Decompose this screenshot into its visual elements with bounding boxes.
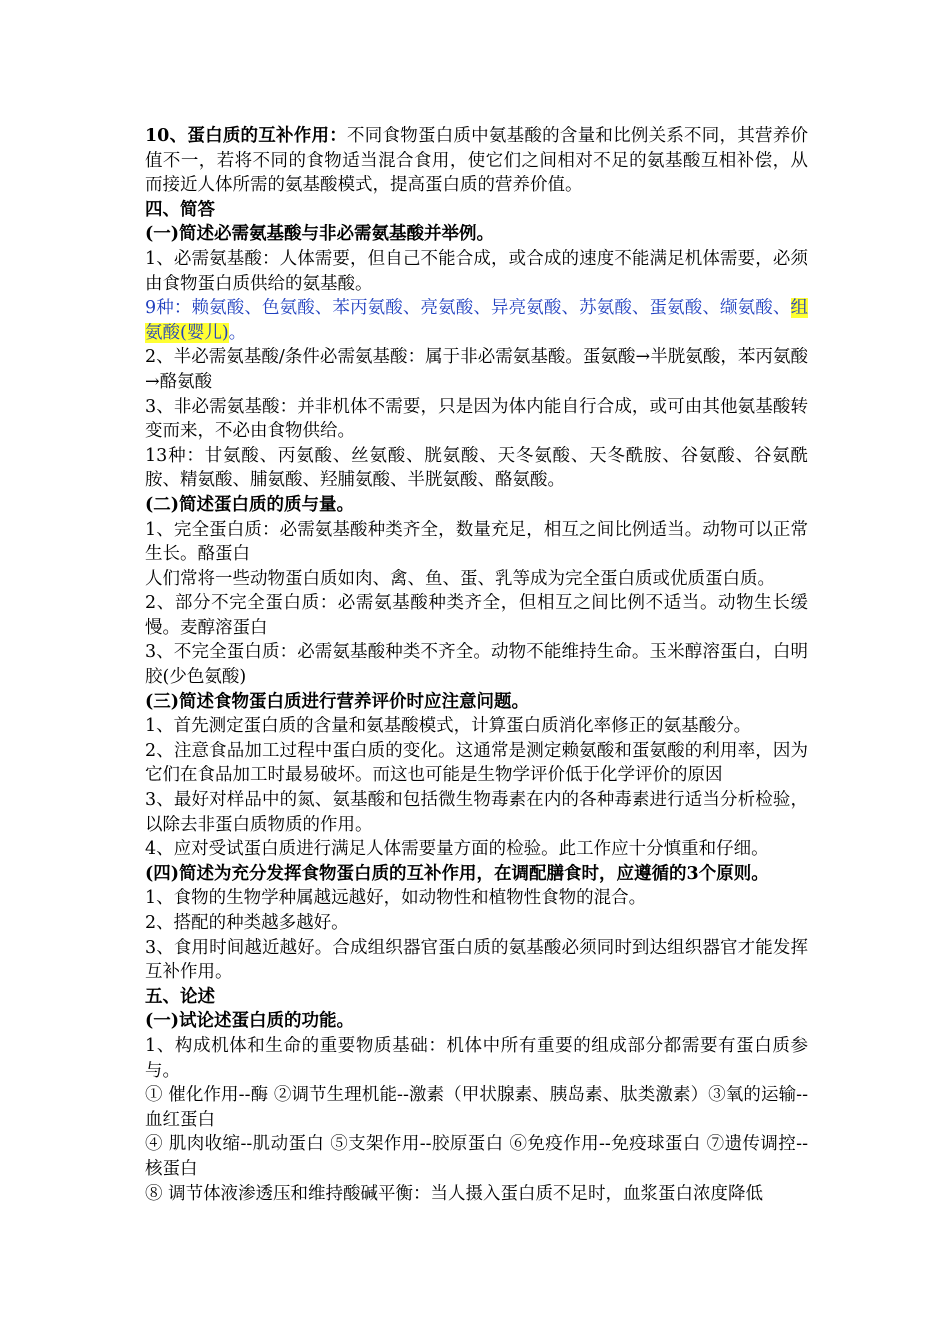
section-heading-discussion: 五、论述 — [145, 986, 215, 1007]
paragraph: 1、必需氨基酸：人体需要，但自己不能合成，或合成的速度不能满足机体需要，必须由食物蛋白质供给的氨基酸。 — [145, 248, 808, 294]
question-title-protein-quality: (二)简述蛋白质的质与量。 — [145, 494, 355, 515]
paragraph: 1、完全蛋白质：必需氨基酸种类齐全，数量充足，相互之间比例适当。动物可以正常生长。酪蛋白 — [145, 519, 808, 565]
list-end: 。 — [228, 322, 247, 343]
paragraph: 2、搭配的种类越多越好。 — [145, 913, 349, 933]
paragraph: 1、首先测定蛋白质的含量和氨基酸模式，计算蛋白质消化率修正的氨基酸分。 — [145, 716, 752, 737]
paragraph: ④ 肌肉收缩--肌动蛋白 ⑤支架作用--胶原蛋白 ⑥免疫作用--免疫球蛋白 ⑦遗传调控--核蛋白 — [145, 1134, 808, 1179]
list-text: 9种：赖氨酸、色氨酸、苯丙氨酸、亮氨酸、异亮氨酸、苏氨酸、蛋氨酸、缬氨酸、 — [145, 298, 791, 319]
paragraph: 1、构成机体和生命的重要物质基础：机体中所有重要的组成部分都需要有蛋白质参与。 — [145, 1035, 808, 1081]
paragraph: 2、部分不完全蛋白质：必需氨基酸种类齐全，但相互之间比例不适当。动物生长缓慢。麦醇溶蛋白 — [145, 593, 808, 638]
question-title-complementary-principles: (四)简述为充分发挥食物蛋白质的互补作用，在调配膳食时，应遵循的3个原则。 — [145, 863, 769, 884]
nonessential-amino-acid-list: 13种：甘氨酸、丙氨酸、丝氨酸、胱氨酸、天冬氨酸、天冬酰胺、谷氨酸、谷氨酰胺、精氨酸、脯氨酸、羟脯氨酸、半胱氨酸、酪氨酸。 — [145, 445, 808, 491]
paragraph: 3、最好对样品中的氮、氨基酸和包括微生物毒素在内的各种毒素进行适当分析检验，以除去非蛋白质物质的作用。 — [145, 790, 808, 835]
paragraph: 3、不完全蛋白质：必需氨基酸种类不齐全。动物不能维持生命。玉米醇溶蛋白，白明胶(少色氨酸) — [145, 642, 808, 688]
definition-term: 10、蛋白质的互补作用： — [145, 126, 347, 146]
paragraph: 4、应对受试蛋白质进行满足人体需要量方面的检验。此工作应十分慎重和仔细。 — [145, 839, 769, 860]
paragraph: ① 催化作用--酶 ②调节生理机能--激素（甲状腺素、胰岛素、肽类激素）③氧的运输--血红蛋白 — [145, 1085, 808, 1130]
paragraph: 人们常将一些动物蛋白质如肉、禽、鱼、蛋、乳等成为完全蛋白质或优质蛋白质。 — [145, 568, 775, 589]
section-heading-short-answer: 四、简答 — [145, 199, 215, 220]
paragraph: ⑧ 调节体液渗透压和维持酸碱平衡：当人摄入蛋白质不足时，血浆蛋白浓度降低 — [145, 1183, 764, 1204]
question-title-protein-functions: (一)试论述蛋白质的功能。 — [145, 1011, 355, 1032]
definition-complementary-action — [145, 124, 808, 198]
paragraph: 2、半必需氨基酸/条件必需氨基酸：属于非必需氨基酸。蛋氨酸→半胱氨酸，苯丙氨酸→酪氨酸 — [145, 347, 808, 392]
paragraph: 2、注意食品加工过程中蛋白质的变化。这通常是测定赖氨酸和蛋氨酸的利用率，因为它们在食品加工时最易破坏。而这也可能是生物学评价低于化学评价的原因 — [145, 740, 808, 786]
paragraph: 3、非必需氨基酸：并非机体不需要，只是因为体内能自行合成，或可由其他氨基酸转变而来，不必由食物供给。 — [145, 396, 808, 442]
paragraph: 1、食物的生物学种属越远越好，如动物性和植物性食物的混合。 — [145, 888, 647, 909]
question-title-essential-amino-acids: (一)简述必需氨基酸与非必需氨基酸并举例。 — [145, 224, 495, 245]
highlighted-text: 组氨酸(婴儿) — [145, 298, 808, 343]
paragraph: 3、食用时间越近越好。合成组织器官蛋白质的氨基酸必须同时到达组织器官才能发挥互补作用。 — [145, 937, 808, 983]
definition-text: 不同食物蛋白质中氨基酸的含量和比例关系不同，其营养价值不一，若将不同的食物适当混合食用，使它们之间相对不足的氨基酸互相补偿，从而接近人体所需的氨基酸模式，提高蛋白质的营养价值。 — [145, 126, 808, 196]
question-title-nutrition-evaluation: (三)简述食物蛋白质进行营养评价时应注意问题。 — [145, 691, 530, 712]
essential-amino-acid-list — [145, 296, 808, 345]
